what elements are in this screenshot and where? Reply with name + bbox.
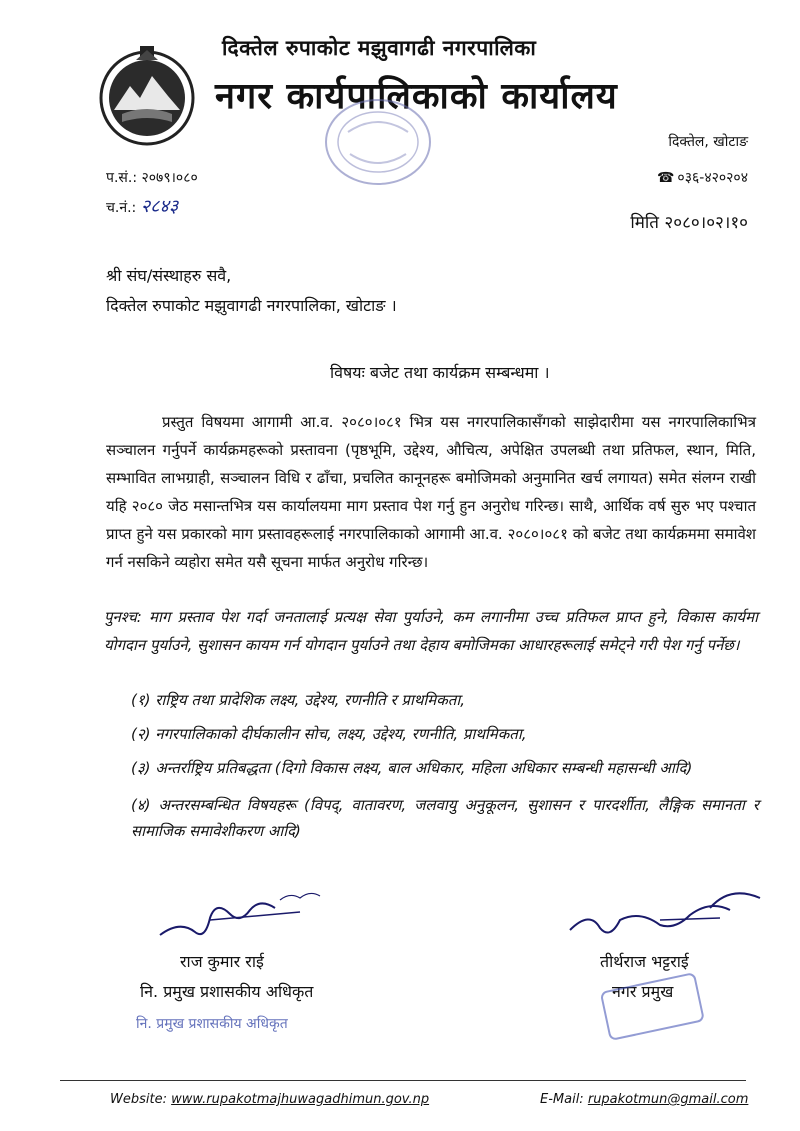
- right-signatory-name: तीर्थराज भट्टराई: [600, 952, 689, 971]
- criteria-item-4: (४) अन्तरसम्बन्धित विषयहरू (विपद्, वातावरण, जलवायु अनुकूलन, सुशासन र पारदर्शीता, लैङ्गिक समानता र सामाजिक समावेशीकरण आदि): [131, 796, 759, 840]
- letter-subject: विषयः बजेट तथा कार्यक्रम सम्बन्धमा ।: [330, 363, 550, 382]
- criteria-item-3: (३) अन्तर्राष्ट्रिय प्रतिबद्धता (दिगो विकास लक्ष्य, बाल अधिकार, महिला अधिकार सम्बन्धी महासन्धी आदि): [131, 759, 693, 777]
- mayor-stamp: [600, 972, 710, 1042]
- footer-divider: [60, 1080, 746, 1081]
- footer-email: [540, 1092, 748, 1107]
- dispatch-label: च.नं.:: [106, 200, 137, 216]
- body-paragraph: प्रस्तुत विषयमा आगामी आ.व. २०८०।०८१ भित्र यस नगरपालिकासँगको साझेदारीमा यस नगरपालिकाभित्र सञ्चालन गर्नुपर्ने कार्यक्रमहरूको प्रस्तावना (पृष्ठभूमि, उद्देश्य, औचित्य, अपेक्षित उपलब्धी तथा प्रतिफल, स्थान, मिति, सम्भावित लाभग्राही, सञ्चालन विधि र ढाँचा, प्रचलित कानूनहरू बमोजिमको अनुमानित खर्च लगायत) समेत संलग्न राखी यहि २०८० जेठ मसान्तभित्र यस कार्यालयमा माग प्रस्ताव पेश गर्नु हुन अनुरोध गरिन्छ। साथै, आर्थिक वर्ष सुरु भए पश्चात प्राप्त हुने यस प्रकारको माग प्रस्तावहरूलाई नगरपालिकाको आगामी आ.व. २०८०।०८१ को बजेट तथा कार्यक्रममा समावेश गर्न नसकिने व्यहोरा समेत यसै सूचना मार्फत अनुरोध गरिन्छ।: [106, 413, 756, 571]
- right-signatory-title: नगर प्रमुख: [612, 982, 674, 1001]
- right-signature: [560, 880, 780, 950]
- reference-number: प.सं.: २०७९।०८०: [106, 170, 198, 186]
- dispatch-value: २८४३: [140, 196, 179, 217]
- criteria-item-1: (१) राष्ट्रिय तथा प्रादेशिक लक्ष्य, उद्देश्य, रणनीति र प्राथमिकता,: [131, 691, 466, 709]
- addressee-line-1: श्री संघ/संस्थाहरु सवै,: [106, 266, 232, 285]
- footer-website: [110, 1092, 429, 1107]
- addressee-line-2: दिक्तेल रुपाकोट मझुवागढी नगरपालिका, खोटाङ ।: [106, 296, 397, 315]
- letter-date: मिति २०८०।०२।१०: [630, 213, 748, 233]
- criteria-item-2: (२) नगरपालिकाको दीर्घकालीन सोच, लक्ष्य, उद्देश्य, रणनीति, प्राथमिकता,: [131, 725, 527, 743]
- municipality-name: दिक्तेल रुपाकोट मझुवागढी नगरपालिका: [222, 36, 537, 60]
- office-seal: [318, 92, 438, 192]
- phone-icon: ☎: [656, 170, 675, 186]
- letter-body: [106, 408, 756, 576]
- municipality-logo: [92, 40, 202, 150]
- email-link[interactable]: rupakotmun@gmail.com: [587, 1092, 749, 1107]
- left-signatory-title: नि. प्रमुख प्रशासकीय अधिकृत: [140, 982, 314, 1001]
- postscript: पुनश्च: माग प्रस्ताव पेश गर्दा जनतालाई प्रत्यक्ष सेवा पुर्याउने, कम लगानीमा उच्च प्रतिफल प्राप्त हुने, विकास कार्यमा योगदान पुर्याउने, सुशासन कायम गर्न योगदान पुर्याउने तथा देहाय बमोजिमका आधारहरूलाई समेट्ने गरी पेश गर्नु पर्नेछ।: [104, 608, 758, 654]
- left-signature: [150, 880, 330, 950]
- dispatch-number: [106, 194, 178, 218]
- left-signatory-name: राज कुमार राई: [180, 952, 264, 971]
- phone-value: ०३६-४२०२०४: [677, 170, 748, 186]
- left-stamp: नि. प्रमुख प्रशासकीय अधिकृत: [136, 1016, 288, 1032]
- office-name: नगर कार्यपालिकाको कार्यालय: [215, 76, 618, 117]
- website-link[interactable]: www.rupakotmajhuwagadhimun.gov.np: [171, 1092, 430, 1107]
- email-label: E-Mail:: [540, 1092, 584, 1107]
- phone-number: [657, 168, 748, 187]
- office-location: दिक्तेल, खोटाङ: [668, 134, 748, 150]
- website-label: Website:: [110, 1092, 167, 1107]
